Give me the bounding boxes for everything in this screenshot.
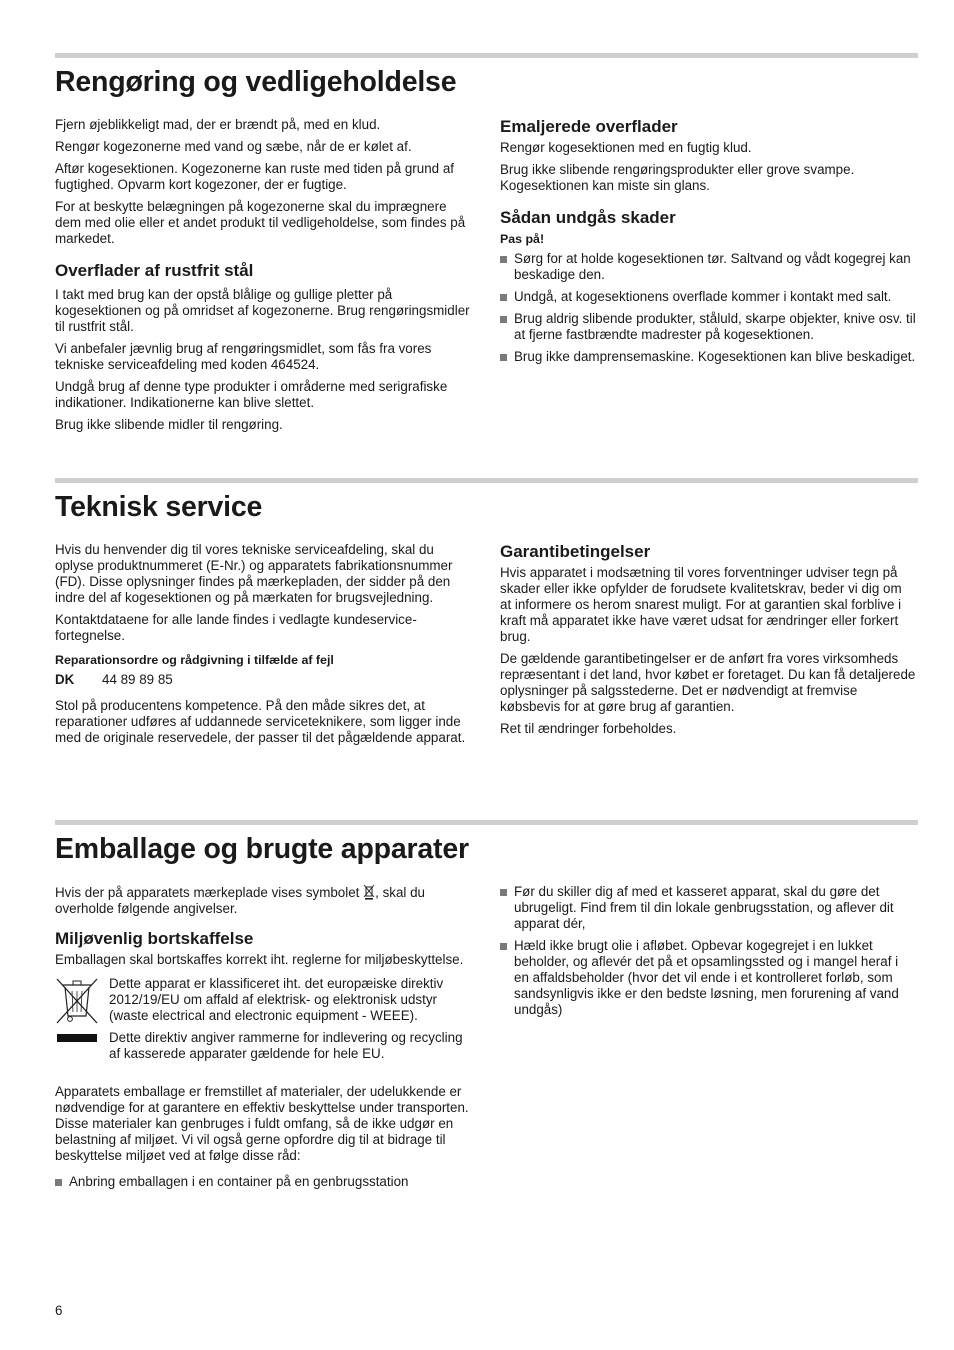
paragraph: Rengør kogesektionen med en fugtig klud. bbox=[500, 140, 752, 155]
disposal-left-column bbox=[55, 884, 471, 1196]
paragraph: Aftør kogesektionen. Kogezonerne kan ruste med tiden på grund af fugtighed. Opvarm kort kogezoner, der er fugtige. bbox=[55, 161, 454, 192]
service-phone-row bbox=[55, 672, 471, 688]
service-right-column bbox=[500, 542, 916, 743]
subheading-environment: Miljøvenlig bortskaffelse bbox=[55, 929, 254, 948]
paragraph: Dette direktiv angiver rammerne for indlevering og recycling af kasserede apparater gældende for hele EU. bbox=[109, 1030, 463, 1061]
crossed-bin-icon bbox=[55, 976, 99, 1046]
paragraph: De gældende garantibetingelser er de anført fra vores virksomheds repræsentant i det land, hvor købet er foretaget. Du kan få detaljerede oplysninger på salgsstederne. Det er nødvendigt at fremvise købsbevis for at gøre brug af garantien. bbox=[500, 651, 916, 714]
paragraph-text: , skal du overholde følgende angivelser. bbox=[55, 885, 426, 916]
paragraph: For at beskytte belægningen på kogezonerne skal du imprægnere dem med olie eller et andet produkt til vedligeholdelse, som findes på markedet. bbox=[55, 199, 466, 246]
list-item-text: Brug ikke damprensemaskine. Kogesektionen kan blive beskadiget. bbox=[514, 349, 916, 364]
list-item-text: Sørg for at holde kogesektionen tør. Saltvand og vådt kogegrej kan beskadige den. bbox=[514, 251, 911, 282]
weee-block bbox=[55, 976, 471, 1068]
section-title: Rengøring og vedligeholdelse bbox=[55, 66, 457, 98]
bullet-list bbox=[500, 251, 916, 365]
disposal-right-column bbox=[500, 884, 916, 1024]
paragraph: Dette apparat er klassificeret iht. det europæiske direktiv 2012/19/EU om affald af elektrisk- og elektronisk udstyr (waste electrical and electronic equipment - WEEE). bbox=[109, 976, 444, 1023]
bullet-square-icon bbox=[500, 943, 507, 950]
subheading-avoid-damage: Sådan undgås skader bbox=[500, 208, 676, 227]
paragraph bbox=[55, 884, 471, 917]
subheading-stainless-steel: Overflader af rustfrit stål bbox=[55, 261, 254, 280]
list-item-text: Før du skiller dig af med et kasseret apparat, skal du gøre det ubrugeligt. Find frem til din lokale genbrugsstation, og aflever dit apparat dér, bbox=[514, 884, 894, 931]
paragraph: Kontaktdataene for alle lande findes i vedlagte kundeservice-fortegnelse. bbox=[55, 612, 417, 643]
list-item-text: Undgå, at kogesektionens overflade kommer i kontakt med salt. bbox=[514, 289, 892, 304]
section-divider bbox=[55, 53, 918, 58]
paragraph: Fjern øjeblikkeligt mad, der er brændt på, med en klud. bbox=[55, 117, 381, 132]
list-item bbox=[500, 349, 916, 365]
paragraph-text: Hvis der på apparatets mærkeplade vises symbolet bbox=[55, 885, 360, 900]
list-item bbox=[500, 289, 916, 305]
bullet-square-icon bbox=[500, 256, 507, 263]
section-title: Teknisk service bbox=[55, 491, 263, 523]
cleaning-left-column bbox=[55, 117, 471, 439]
bullet-list bbox=[500, 884, 916, 1018]
section-title: Emballage og brugte apparater bbox=[55, 833, 469, 865]
service-left-column bbox=[55, 542, 471, 752]
paragraph: Vi anbefaler jævnlig brug af rengøringsmidlet, som fås fra vores tekniske serviceafdeling med koden 464524. bbox=[55, 341, 432, 372]
section-divider bbox=[55, 820, 918, 825]
list-item bbox=[500, 311, 916, 343]
list-item-text: Hæld ikke brugt olie i afløbet. Opbevar kogegrejet i en lukket beholder, og aflevér det på et opsamlingssted og i mangel heraf i en affaldsbeholder (hvor det vil ende i et kontrolleret forløb, som sandsynligvis ikke er den bedste løsning, men forurening af vand undgås) bbox=[514, 938, 899, 1017]
section-divider bbox=[55, 478, 918, 483]
section-technical-service bbox=[55, 478, 918, 525]
bullet-square-icon bbox=[500, 354, 507, 361]
page-number: 6 bbox=[55, 1303, 63, 1318]
section-packaging-disposal bbox=[55, 820, 918, 867]
paragraph: Emballagen skal bortskaffes korrekt iht. reglerne for miljøbeskyttelse. bbox=[55, 952, 464, 967]
weee-text bbox=[109, 976, 471, 1068]
paragraph: Stol på producentens kompetence. På den måde sikres det, at reparationer udføres af uddannede serviceteknikere, som ligger inde med de originale reservedele, der passer til det pågældende apparat. bbox=[55, 698, 466, 745]
caution-label: Pas på! bbox=[500, 232, 545, 246]
list-item bbox=[500, 884, 916, 932]
paragraph: Hvis apparatet i modsætning til vores forventninger udviser tegn på skader eller ikke opfylder de forudsete kvalitetskrav, beder vi dig om at informere os herom snarest muligt. For at garantien skal forblive i kraft må apparatet ikke have været udsat for ændringer eller forkert brug. bbox=[500, 565, 902, 644]
bullet-square-icon bbox=[55, 1179, 62, 1186]
paragraph: I takt med brug kan der opstå blålige og gullige pletter på kogesektionen og på omridset af kogezonerne. Brug rengøringsmidler til rustfrit stål. bbox=[55, 287, 470, 334]
crossed-bin-icon bbox=[363, 884, 375, 900]
list-item-text: Brug aldrig slibende produkter, ståluld, skarpe objekter, knive osv. til at fjerne fastbrændte madrester på kogesektionen. bbox=[514, 311, 916, 342]
paragraph: Hvis du henvender dig til vores tekniske serviceafdeling, skal du oplyse produktnummeret (E-Nr.) og apparatets fabrikationsnummer (FD). Disse oplysninger findes på mærkepladen, der sidder på den indre del af kogesektionen og på mærkaten for brugsvejledning. bbox=[55, 542, 453, 605]
paragraph: Rengør kogezonerne med vand og sæbe, når de er kølet af. bbox=[55, 139, 412, 154]
bullet-square-icon bbox=[500, 316, 507, 323]
phone-number: 44 89 89 85 bbox=[102, 672, 173, 687]
paragraph: Brug ikke slibende rengøringsprodukter eller grove svampe. Kogesektionen kan miste sin glans. bbox=[500, 162, 855, 193]
bullet-square-icon bbox=[500, 294, 507, 301]
subheading-enamel: Emaljerede overflader bbox=[500, 117, 678, 136]
paragraph: Undgå brug af denne type produkter i områderne med serigrafiske indikationer. Indikationerne kan blive slettet. bbox=[55, 379, 448, 410]
bullet-list bbox=[55, 1174, 471, 1190]
paragraph: Brug ikke slibende midler til rengøring. bbox=[55, 417, 283, 432]
paragraph: Apparatets emballage er fremstillet af materialer, der udelukkende er nødvendige for at garantere en effektiv beskyttelse under transporten. Disse materialer kan genbruges i fuldt omfang, så de ikke udgør en belastning af miljøet. Vi vil også gerne opfordre dig til at bidrage til beskyttelse miljøet ved at følge disse råd: bbox=[55, 1084, 469, 1163]
country-code: DK bbox=[55, 672, 75, 687]
list-item bbox=[500, 251, 916, 283]
bullet-square-icon bbox=[500, 889, 507, 896]
subheading-warranty: Garantibetingelser bbox=[500, 542, 651, 561]
list-item-text: Anbring emballagen i en container på en genbrugsstation bbox=[69, 1174, 409, 1189]
paragraph: Ret til ændringer forbeholdes. bbox=[500, 721, 677, 736]
list-item bbox=[55, 1174, 471, 1190]
cleaning-right-column bbox=[500, 117, 916, 371]
list-item bbox=[500, 938, 916, 1018]
repair-order-heading: Reparationsordre og rådgivning i tilfælde af fejl bbox=[55, 653, 334, 667]
section-cleaning bbox=[55, 53, 918, 100]
